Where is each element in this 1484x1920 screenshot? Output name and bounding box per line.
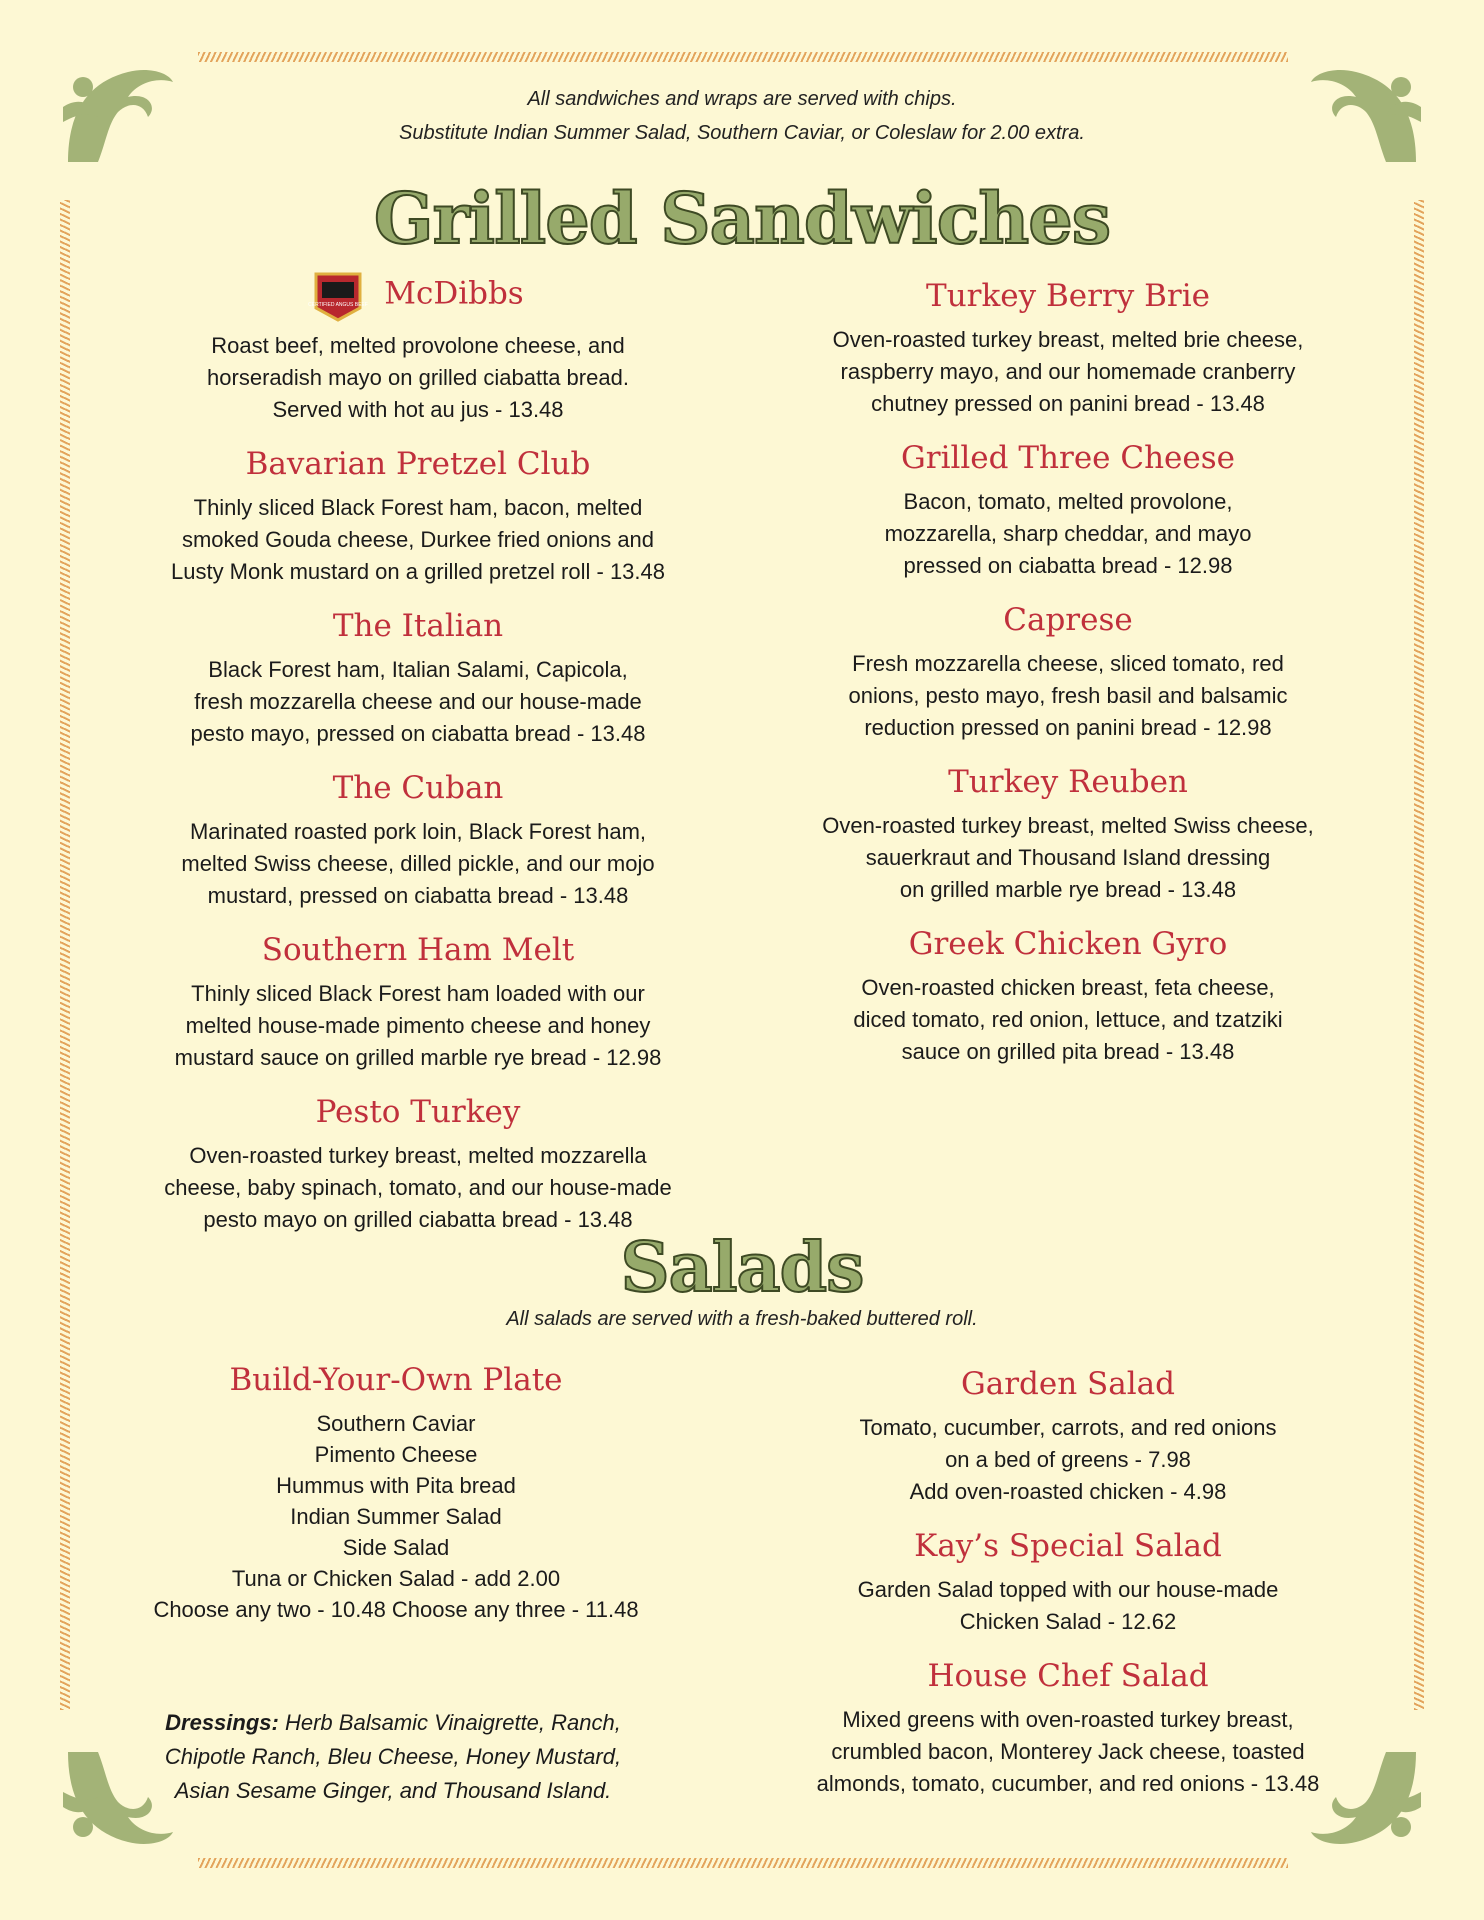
menu-item (118, 268, 718, 426)
salads-note: All salads are served with a fresh-baked buttered roll. (506, 1308, 978, 1330)
menu-item-name: Build-Your-Own Plate (229, 1362, 563, 1398)
menu-item-name: Turkey Reuben (948, 764, 1188, 800)
menu-item-description: Thinly sliced Black Forest ham loaded with our melted house-made pimento cheese and honey mustard sauce on grilled marble rye bread - 12.98 (174, 981, 662, 1070)
menu-item-description: Oven-roasted turkey breast, melted mozzarella cheese, baby spinach, tomato, and our house-made pesto mayo on grilled ciabatta bread - 13.48 (164, 1143, 672, 1232)
bottom-border (198, 1858, 1288, 1868)
menu-item-title: McDibbs (384, 275, 524, 312)
top-border (198, 52, 1288, 62)
menu-item-name: Greek Chicken Gyro (908, 926, 1228, 962)
intro-line: Substitute Indian Summer Salad, Southern Caviar, or Coleslaw for 2.00 extra. (399, 122, 1085, 144)
menu-item-name: House Chef Salad (927, 1658, 1209, 1694)
menu-item-name: Pesto Turkey (315, 1094, 521, 1130)
menu-item-name: Southern Ham Melt (261, 932, 575, 968)
sandwiches-left-column (118, 268, 718, 1254)
menu-item-name: Kay’s Special Salad (914, 1528, 1222, 1564)
menu-item-description: Black Forest ham, Italian Salami, Capicola, fresh mozzarella cheese and our house-made pesto mayo, pressed on ciabatta bread - 13.48 (190, 657, 646, 746)
menu-item-description: Oven-roasted turkey breast, melted Swiss cheese, sauerkraut and Thousand Island dressing on grilled marble rye bread - 13.48 (822, 813, 1314, 902)
menu-item-name: The Italian (332, 608, 504, 644)
menu-item-name: Caprese (1003, 602, 1133, 638)
menu-item-description: Fresh mozzarella cheese, sliced tomato, red onions, pesto mayo, fresh basil and balsamic reduction pressed on panini bread - 12.98 (848, 651, 1288, 740)
dressings-list: Herb Balsamic Vinaigrette, Ranch, Chipotle Ranch, Bleu Cheese, Honey Mustard, Asian Sesame Ginger, and Thousand Island. (164, 1710, 622, 1803)
menu-item (768, 1656, 1368, 1800)
badge-text: CERTIFIED ANGUS BEEF (308, 302, 369, 308)
menu-item-description: Thinly sliced Black Forest ham, bacon, melted smoked Gouda cheese, Durkee fried onions and Lusty Monk mustard on a grilled pretzel roll - 13.48 (170, 495, 665, 584)
menu-item (768, 438, 1368, 582)
menu-item (118, 606, 718, 750)
menu-item-description: Bacon, tomato, melted provolone, mozzarella, sharp cheddar, and mayo pressed on ciabatta bread - 12.98 (884, 489, 1252, 578)
menu-item (118, 444, 718, 588)
salads-left-column (96, 1360, 696, 1643)
right-border (1414, 200, 1424, 1710)
menu-item-name: The Cuban (332, 770, 504, 806)
menu-item (118, 930, 718, 1074)
menu-item (768, 600, 1368, 744)
menu-item-description: Mixed greens with oven-roasted turkey breast, crumbled bacon, Monterey Jack cheese, toasted almonds, tomato, cucumber, and red onions - 13.48 (816, 1707, 1320, 1796)
menu-item-name: Bavarian Pretzel Club (245, 446, 591, 482)
menu-item (118, 768, 718, 912)
menu-item (96, 1360, 696, 1625)
menu-item-name: Garden Salad (960, 1366, 1176, 1402)
menu-item (768, 1526, 1368, 1638)
menu-item (768, 1364, 1368, 1508)
menu-item-description: Tomato, cucumber, carrots, and red onions on a bed of greens - 7.98 Add oven-roasted chicken - 4.98 (859, 1415, 1277, 1504)
menu-item-description: Southern Caviar Pimento Cheese Hummus with Pita bread Indian Summer Salad Side Salad Tuna or Chicken Salad - add 2.00 Choose any two - 10.48 Choose any three - 11.48 (153, 1411, 639, 1622)
left-border (60, 200, 70, 1710)
intro-line: All sandwiches and wraps are served with chips. (527, 88, 957, 110)
section-title-sandwiches: Grilled Sandwiches (373, 177, 1111, 260)
intro-note (0, 82, 1484, 150)
dressings-note (128, 1706, 658, 1808)
menu-item (768, 924, 1368, 1068)
sandwiches-right-column (768, 276, 1368, 1086)
section-title-salads: Salads (620, 1228, 864, 1308)
menu-item-description: Oven-roasted turkey breast, melted brie cheese, raspberry mayo, and our homemade cranberry chutney pressed on panini bread - 13.48 (832, 327, 1304, 416)
menu-item-description: Roast beef, melted provolone cheese, and horseradish mayo on grilled ciabatta bread. Served with hot au jus - 13.48 (207, 333, 629, 422)
menu-item-description: Marinated roasted pork loin, Black Forest ham, melted Swiss cheese, dilled pickle, and our mojo mustard, pressed on ciabatta bread - 13.48 (181, 819, 655, 908)
menu-item (768, 762, 1368, 906)
dressings-label: Dressings: (165, 1710, 279, 1735)
menu-item (768, 276, 1368, 420)
certified-angus-beef-icon (308, 268, 369, 322)
menu-item (118, 1092, 718, 1236)
menu-item-name: Grilled Three Cheese (900, 440, 1235, 476)
menu-item-name (118, 268, 718, 322)
menu-item-name: Turkey Berry Brie (926, 278, 1210, 314)
menu-item-description: Oven-roasted chicken breast, feta cheese, diced tomato, red onion, lettuce, and tzatziki sauce on grilled pita bread - 13.48 (853, 975, 1283, 1064)
menu-item-description: Garden Salad topped with our house-made Chicken Salad - 12.62 (857, 1577, 1279, 1634)
salads-right-column (768, 1364, 1368, 1818)
